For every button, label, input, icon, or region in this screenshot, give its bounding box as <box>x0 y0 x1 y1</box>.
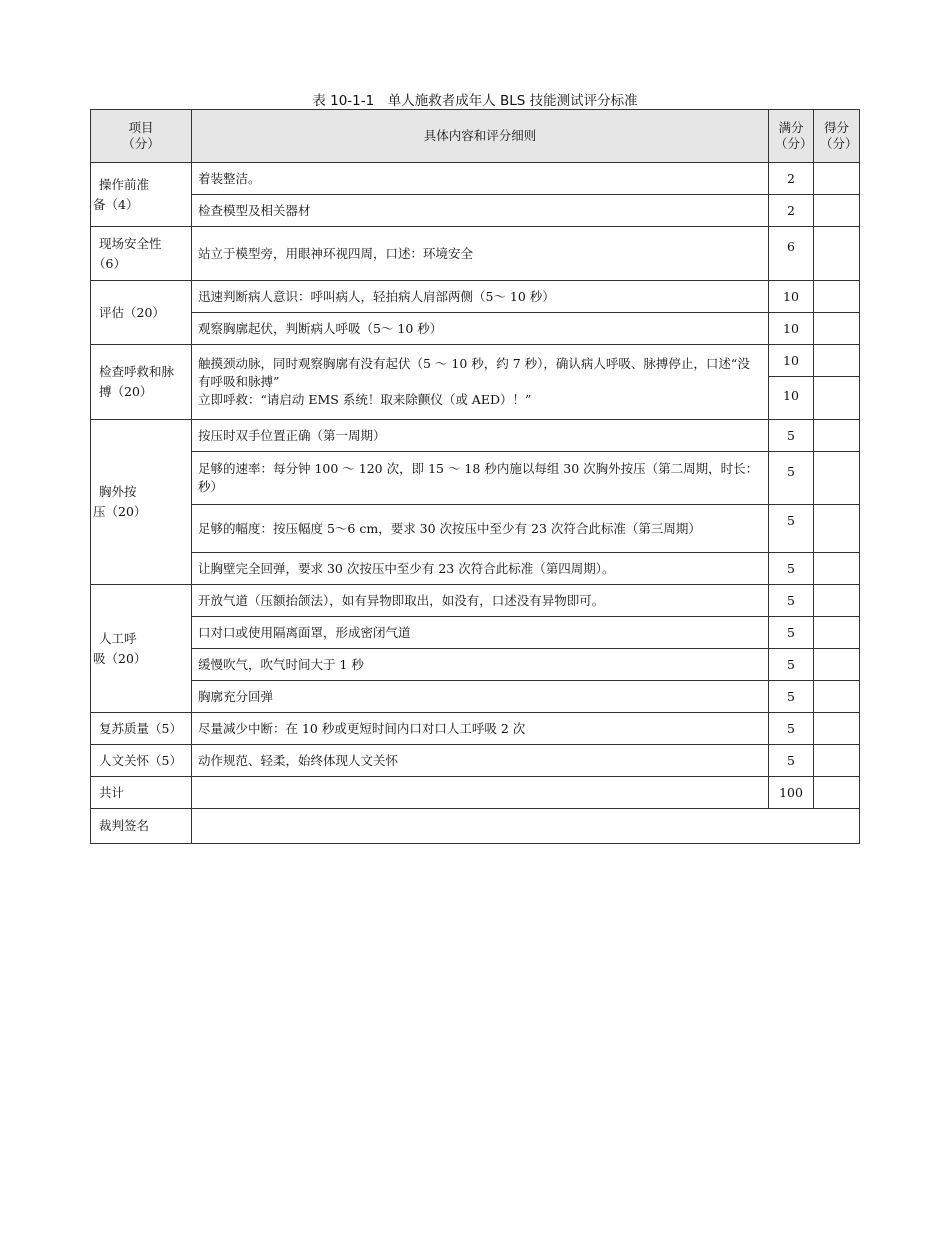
category-line: （6） <box>93 255 126 271</box>
header-obtained-score <box>814 110 860 163</box>
full-score-cell: 5 <box>769 617 814 649</box>
total-label: 共计 <box>91 777 192 809</box>
header-item <box>91 110 192 163</box>
category-line: 现场安全性 <box>99 235 162 251</box>
header-full-score <box>769 110 814 163</box>
criteria-cell: 缓慢吹气，吹气时间大于 1 秒 <box>192 649 769 681</box>
score-input-cell[interactable] <box>814 227 860 281</box>
judge-signature-label: 裁判签名 <box>91 809 192 844</box>
score-input-cell[interactable] <box>814 681 860 713</box>
category-cell <box>91 345 192 420</box>
table-row <box>91 553 860 585</box>
score-input-cell[interactable] <box>814 649 860 681</box>
total-blank-cell <box>192 777 769 809</box>
score-input-cell[interactable] <box>814 505 860 553</box>
category-cell: 复苏质量（5） <box>91 713 192 745</box>
table-row <box>91 745 860 777</box>
criteria-cell: 让胸壁完全回弹，要求 30 次按压中至少有 23 次符合此标准（第四周期）。 <box>192 553 769 585</box>
category-line: 压（20） <box>93 504 147 519</box>
category-line: 吸（20） <box>93 650 147 666</box>
criteria-cell: 迅速判断病人意识：呼叫病人，轻拍病人肩部两侧（5～ 10 秒） <box>192 281 769 313</box>
score-input-cell[interactable] <box>814 420 860 452</box>
total-score-input-cell[interactable] <box>814 777 860 809</box>
full-score-cell: 2 <box>769 163 814 195</box>
full-score-cell: 5 <box>769 553 814 585</box>
score-input-cell[interactable] <box>814 377 860 420</box>
table-row <box>91 163 860 195</box>
criteria-line: 触摸颈动脉，同时观察胸廓有没有起伏（5 ～ 10 秒，约 7 秒），确认病人呼吸、脉搏停止，口述“没有呼吸和脉搏” <box>198 356 750 389</box>
criteria-cell: 尽量减少中断：在 10 秒或更短时间内口对口人工呼吸 2 次 <box>192 713 769 745</box>
header-row <box>91 110 860 163</box>
header-item-label: 项目 <box>128 120 154 135</box>
full-score-cell: 10 <box>769 281 814 313</box>
category-cell: 人文关怀（5） <box>91 745 192 777</box>
table-row <box>91 713 860 745</box>
score-input-cell[interactable] <box>814 585 860 617</box>
full-score-cell: 5 <box>769 713 814 745</box>
table-row <box>91 281 860 313</box>
criteria-cell: 按压时双手位置正确（第一周期） <box>192 420 769 452</box>
full-score-cell: 10 <box>769 345 814 377</box>
score-input-cell[interactable] <box>814 345 860 377</box>
table-row <box>91 585 860 617</box>
score-input-cell[interactable] <box>814 313 860 345</box>
judge-row <box>91 809 860 844</box>
criteria-line: 立即呼救：“请启动 EMS 系统！取来除颤仪（或 AED）！” <box>198 392 532 407</box>
table-row <box>91 227 860 281</box>
full-score-cell: 10 <box>769 313 814 345</box>
header-content: 具体内容和评分细则 <box>192 110 769 163</box>
table-row <box>91 649 860 681</box>
table-caption: 表 10-1-1 单人施救者成年人 BLS 技能测试评分标准 <box>312 93 638 109</box>
header-full-label: 满分 <box>778 120 804 135</box>
category-cell <box>91 227 192 281</box>
score-input-cell[interactable] <box>814 163 860 195</box>
criteria-cell: 观察胸廓起伏，判断病人呼吸（5～ 10 秒） <box>192 313 769 345</box>
score-input-cell[interactable] <box>814 745 860 777</box>
full-score-cell: 5 <box>769 681 814 713</box>
table-row <box>91 452 860 505</box>
header-got-label: 得分 <box>823 120 849 135</box>
header-item-unit: （分） <box>122 136 160 151</box>
score-input-cell[interactable] <box>814 452 860 505</box>
criteria-cell: 动作规范、轻柔，始终体现人文关怀 <box>192 745 769 777</box>
full-score-cell: 5 <box>769 649 814 681</box>
category-cell <box>91 281 192 345</box>
table-row <box>91 195 860 227</box>
full-score-cell: 5 <box>769 745 814 777</box>
criteria-cell: 着装整洁。 <box>192 163 769 195</box>
full-score-cell: 5 <box>769 420 814 452</box>
category-cell <box>91 420 192 585</box>
header-full-unit: （分） <box>775 136 813 151</box>
judge-signature-field[interactable] <box>192 809 860 844</box>
table-row <box>91 345 860 377</box>
full-score-cell: 5 <box>769 452 814 505</box>
score-input-cell[interactable] <box>814 553 860 585</box>
category-line: 搏（20） <box>99 384 153 399</box>
category-line: 备（4） <box>93 196 139 212</box>
category-line: 操作前准 <box>99 176 150 192</box>
total-full-score: 100 <box>769 777 814 809</box>
category-cell <box>91 585 192 713</box>
scoring-table <box>90 109 860 844</box>
criteria-cell: 足够的幅度：按压幅度 5～6 cm，要求 30 次按压中至少有 23 次符合此标准（第三周期） <box>192 505 769 553</box>
table-row <box>91 420 860 452</box>
criteria-cell: 开放气道（压额抬颌法），如有异物即取出，如没有，口述没有异物即可。 <box>192 585 769 617</box>
table-row <box>91 505 860 553</box>
table-row <box>91 313 860 345</box>
criteria-cell: 口对口或使用隔离面罩，形成密闭气道 <box>192 617 769 649</box>
category-line: 胸外按 <box>99 484 137 499</box>
category-cell <box>91 163 192 227</box>
criteria-cell: 足够的速率：每分钟 100 ～ 120 次，即 15 ～ 18 秒内施以每组 30 次胸外按压（第二周期，时长：秒） <box>192 452 769 505</box>
criteria-cell <box>192 345 769 420</box>
criteria-cell: 胸廓充分回弹 <box>192 681 769 713</box>
score-input-cell[interactable] <box>814 195 860 227</box>
full-score-cell: 6 <box>769 227 814 281</box>
category-line: 检查呼救和脉 <box>99 364 175 379</box>
total-row <box>91 777 860 809</box>
table-row <box>91 617 860 649</box>
table-row <box>91 681 860 713</box>
full-score-cell: 10 <box>769 377 814 420</box>
criteria-cell: 检查模型及相关器材 <box>192 195 769 227</box>
score-input-cell[interactable] <box>814 617 860 649</box>
category-line: 人工呼 <box>99 630 137 646</box>
full-score-cell: 2 <box>769 195 814 227</box>
full-score-cell: 5 <box>769 585 814 617</box>
score-input-cell[interactable] <box>814 713 860 745</box>
criteria-cell: 站立于模型旁，用眼神环视四周，口述：环境安全 <box>192 227 769 281</box>
full-score-cell: 5 <box>769 505 814 553</box>
score-input-cell[interactable] <box>814 281 860 313</box>
category-line: 评估（20） <box>99 304 165 320</box>
header-got-unit: （分） <box>820 136 858 151</box>
